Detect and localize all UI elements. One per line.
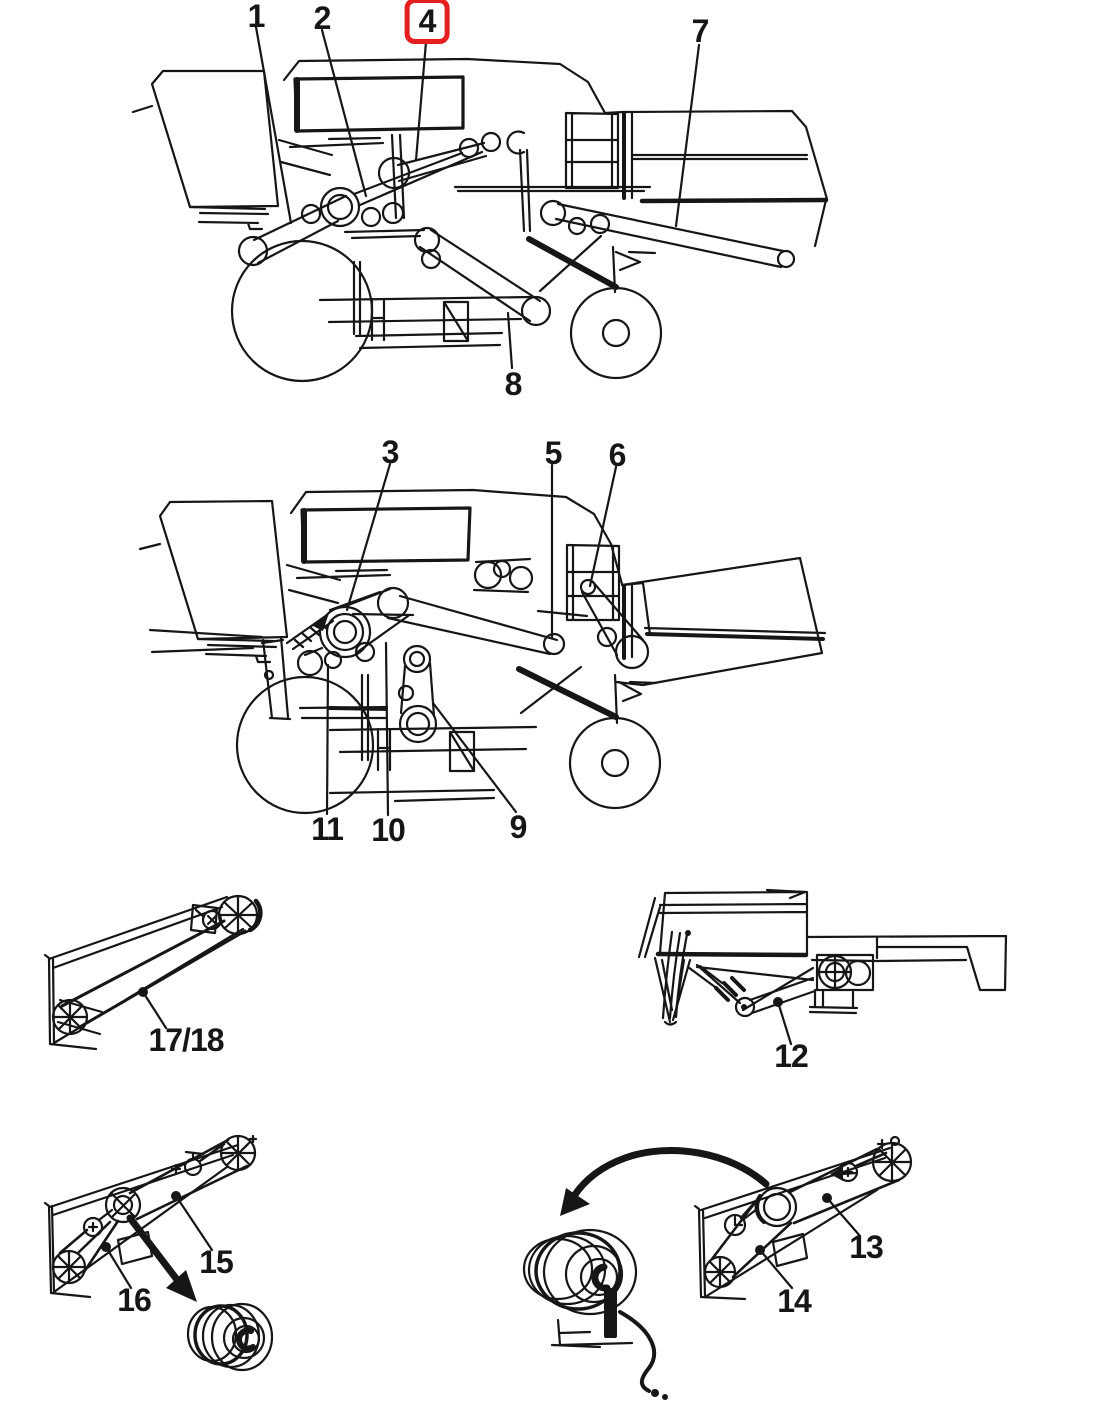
callout-label-7[interactable]: 7 [691, 13, 709, 49]
callout-label-14[interactable]: 14 [777, 1283, 811, 1319]
callout-label-15[interactable]: 15 [199, 1244, 233, 1280]
callout-label-2[interactable]: 2 [313, 0, 331, 36]
callout-label-13[interactable]: 13 [849, 1229, 883, 1265]
variator-13-14-drawing [524, 1137, 911, 1400]
combine-top-view-drawing [133, 27, 827, 381]
callout-label-6[interactable]: 6 [608, 437, 626, 473]
combine-middle-view-drawing [140, 464, 825, 815]
callout-label-11[interactable]: 11 [311, 811, 343, 847]
callout-label-9[interactable]: 9 [509, 809, 527, 845]
callout-label-4[interactable]: 4 [405, 0, 450, 44]
callout-label-8[interactable]: 8 [504, 366, 522, 402]
grain-tank-12-drawing [639, 890, 1006, 1044]
callout-label-3[interactable]: 3 [381, 434, 399, 470]
callout-label-10[interactable]: 10 [371, 812, 405, 848]
pulley-15-16-drawing [45, 1136, 272, 1370]
callout-label-17-18[interactable]: 17/18 [148, 1022, 224, 1058]
callout-label-1[interactable]: 1 [247, 0, 265, 34]
callout-label-16[interactable]: 16 [117, 1282, 151, 1318]
callout-label-5[interactable]: 5 [544, 435, 562, 471]
callout-label-12[interactable]: 12 [774, 1038, 808, 1074]
